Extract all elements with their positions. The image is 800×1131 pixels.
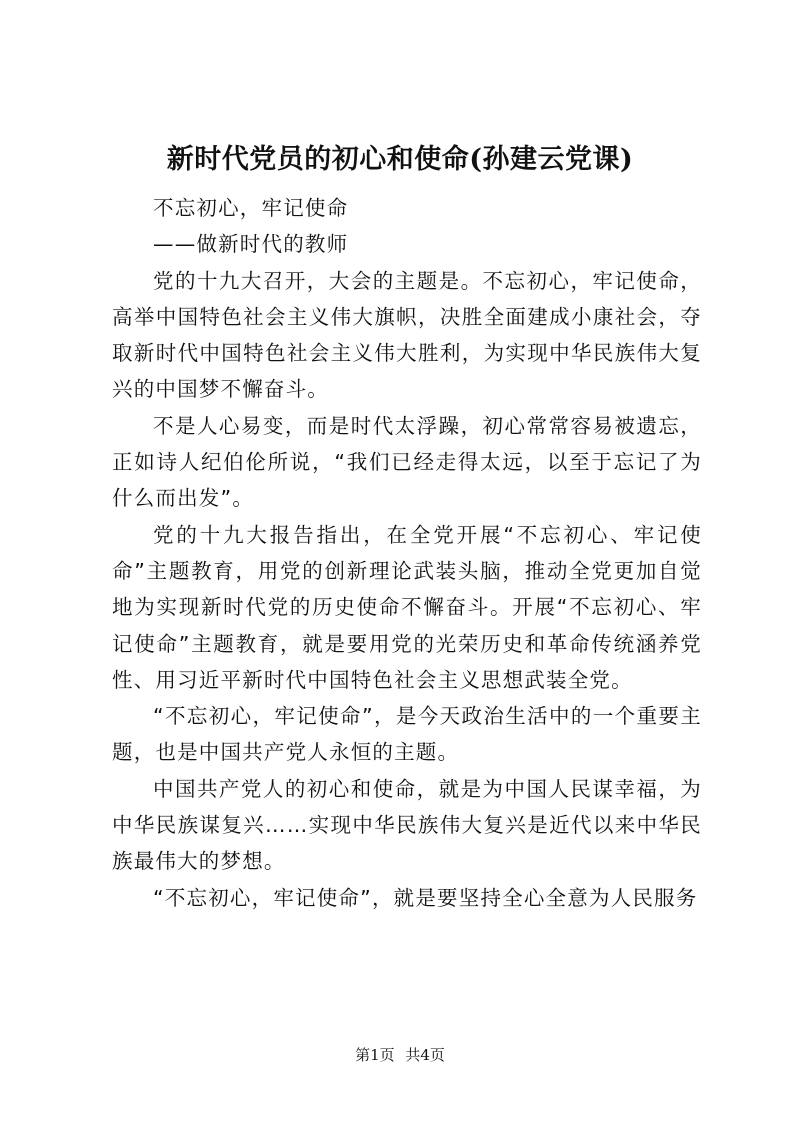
page-number: 第1页 <box>355 1046 395 1064</box>
body-paragraph: “不忘初心，牢记使命”，就是要坚持全心全意为人民服务 <box>153 885 698 910</box>
document-title: 新时代党员的初心和使命(孙建云党课) <box>166 144 634 175</box>
document-body <box>112 190 702 916</box>
body-paragraph: ——做新时代的教师 <box>153 232 349 257</box>
page-footer <box>0 1045 800 1065</box>
page-total: 共4页 <box>405 1046 445 1064</box>
body-paragraph: “不忘初心，牢记使命”，是今天政治生活中的一个重要主题，也是中国共产党人永恒的主题。 <box>112 704 702 765</box>
body-paragraph: 不是人心易变，而是时代太浮躁，初心常常容易被遗忘，正如诗人纪伯伦所说，“我们已经走得太远，以至于忘记了为什么而出发”。 <box>112 413 702 511</box>
body-paragraph: 党的十九大报告指出，在全党开展“不忘初心、牢记使命”主题教育，用党的创新理论武装头脑，推动全党更加自觉地为实现新时代党的历史使命不懈奋斗。开展“不忘初心、牢记使命”主题教育，就是要用党的光荣历史和革命传统涵养党性、用习近平新时代中国特色社会主义思想武装全党。 <box>112 522 702 692</box>
body-paragraph: 不忘初心，牢记使命 <box>153 196 349 220</box>
body-paragraph: 中国共产党人的初心和使命，就是为中国人民谋幸福，为中华民族谋复兴……实现中华民族伟大复兴是近代以来中华民族最伟大的梦想。 <box>112 776 702 874</box>
body-paragraph: 党的十九大召开，大会的主题是。不忘初心，牢记使命，高举中国特色社会主义伟大旗帜，决胜全面建成小康社会，夺取新时代中国特色社会主义伟大胜利，为实现中华民族伟大复兴的中国梦不懈奋斗。 <box>112 268 702 402</box>
